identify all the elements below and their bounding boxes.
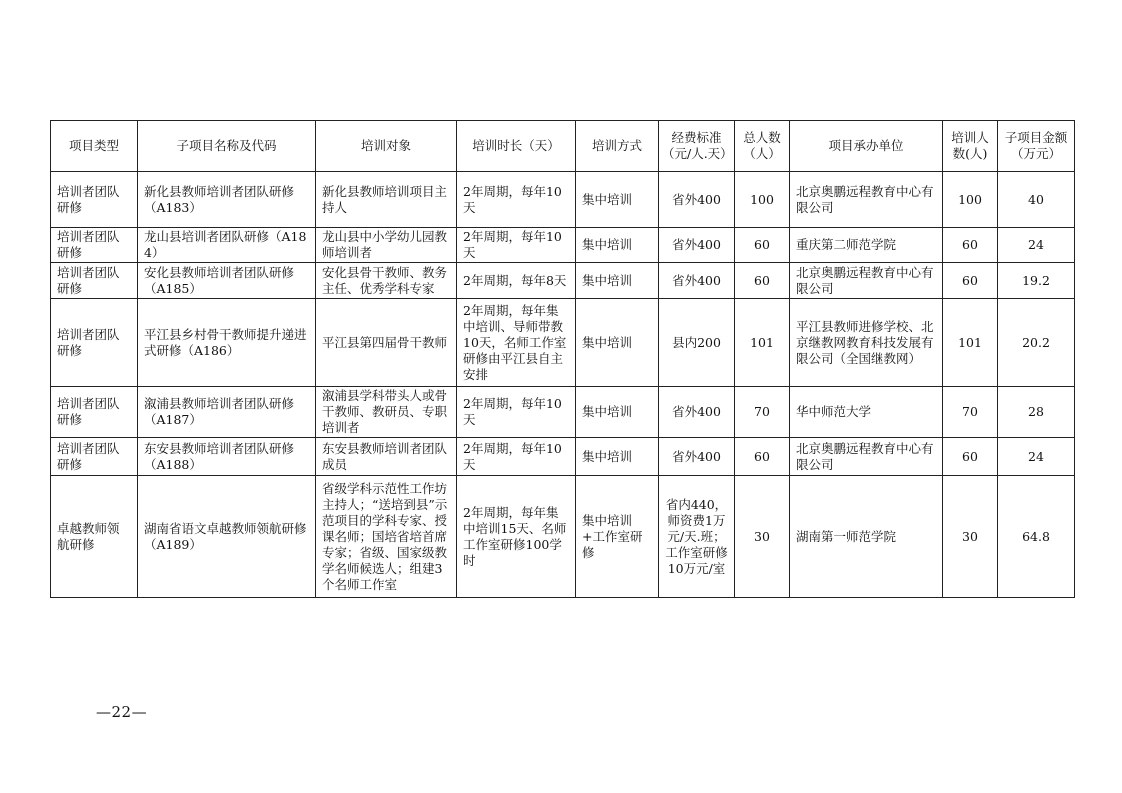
cell-name: 溆浦县教师培训者团队研修（A187）	[138, 387, 316, 438]
header-fee: 经费标准（元/人.天）	[659, 121, 735, 172]
cell-name: 安化县教师培训者团队研修（A185）	[138, 263, 316, 299]
cell-duration: 2年周期，每年8天	[457, 263, 576, 299]
cell-org: 湖南第一师范学院	[790, 476, 943, 598]
cell-duration: 2年周期，每年集中培训15天、名师工作室研修100学时	[457, 476, 576, 598]
cell-name: 东安县教师培训者团队研修（A188）	[138, 438, 316, 476]
cell-target: 东安县教师培训者团队成员	[316, 438, 457, 476]
cell-fee: 省外400	[659, 228, 735, 263]
cell-people: 70	[735, 387, 790, 438]
table-row	[51, 438, 1075, 476]
cell-target: 安化县骨干教师、教务主任、优秀学科专家	[316, 263, 457, 299]
cell-trainees: 100	[943, 172, 998, 228]
cell-target: 平江县第四届骨干教师	[316, 299, 457, 387]
cell-duration: 2年周期，每年10天	[457, 438, 576, 476]
cell-trainees: 60	[943, 228, 998, 263]
cell-target: 龙山县中小学幼儿园教师培训者	[316, 228, 457, 263]
cell-org: 北京奥鹏远程教育中心有限公司	[790, 172, 943, 228]
table-row	[51, 263, 1075, 299]
cell-name: 新化县教师培训者团队研修（A183）	[138, 172, 316, 228]
cell-duration: 2年周期，每年10天	[457, 228, 576, 263]
table-header-row	[51, 121, 1075, 172]
cell-fee: 省外400	[659, 263, 735, 299]
cell-org: 北京奥鹏远程教育中心有限公司	[790, 263, 943, 299]
cell-type: 培训者团队研修	[51, 172, 138, 228]
header-type: 项目类型	[51, 121, 138, 172]
header-people: 总人数（人）	[735, 121, 790, 172]
cell-fee: 省内440，师资费1万元/天.班；工作室研修10万元/室	[659, 476, 735, 598]
cell-target: 新化县教师培训项目主持人	[316, 172, 457, 228]
cell-type: 卓越教师领航研修	[51, 476, 138, 598]
table-row	[51, 172, 1075, 228]
cell-amount: 40	[998, 172, 1075, 228]
header-duration: 培训时长（天）	[457, 121, 576, 172]
cell-duration: 2年周期，每年集中培训、导师带教10天，名师工作室研修由平江县自主安排	[457, 299, 576, 387]
cell-people: 60	[735, 438, 790, 476]
cell-duration: 2年周期，每年10天	[457, 387, 576, 438]
cell-amount: 19.2	[998, 263, 1075, 299]
cell-name: 湖南省语文卓越教师领航研修（A189）	[138, 476, 316, 598]
cell-fee: 省外400	[659, 172, 735, 228]
cell-people: 100	[735, 172, 790, 228]
cell-org: 重庆第二师范学院	[790, 228, 943, 263]
cell-trainees: 70	[943, 387, 998, 438]
header-target: 培训对象	[316, 121, 457, 172]
header-org: 项目承办单位	[790, 121, 943, 172]
cell-target: 省级学科示范性工作坊主持人；“送培到县”示范项目的学科专家、授课名师；国培省培首席专家；省级、国家级教学名师候选人；组建3个名师工作室	[316, 476, 457, 598]
cell-method: 集中培训	[576, 299, 659, 387]
cell-method: 集中培训+工作室研修	[576, 476, 659, 598]
cell-type: 培训者团队研修	[51, 228, 138, 263]
cell-target: 溆浦县学科带头人或骨干教师、教研员、专职培训者	[316, 387, 457, 438]
table-row	[51, 387, 1075, 438]
header-name: 子项目名称及代码	[138, 121, 316, 172]
cell-people: 60	[735, 263, 790, 299]
cell-name: 平江县乡村骨干教师提升递进式研修（A186）	[138, 299, 316, 387]
cell-trainees: 30	[943, 476, 998, 598]
cell-amount: 28	[998, 387, 1075, 438]
page-number: —22—	[96, 703, 148, 721]
cell-people: 30	[735, 476, 790, 598]
cell-trainees: 101	[943, 299, 998, 387]
cell-org: 北京奥鹏远程教育中心有限公司	[790, 438, 943, 476]
table-row	[51, 228, 1075, 263]
table-row	[51, 476, 1075, 598]
header-amount: 子项目金额（万元）	[998, 121, 1075, 172]
cell-org: 华中师范大学	[790, 387, 943, 438]
cell-type: 培训者团队研修	[51, 387, 138, 438]
cell-amount: 20.2	[998, 299, 1075, 387]
cell-type: 培训者团队研修	[51, 438, 138, 476]
cell-method: 集中培训	[576, 172, 659, 228]
cell-people: 101	[735, 299, 790, 387]
cell-type: 培训者团队研修	[51, 263, 138, 299]
header-trainees: 培训人数(人)	[943, 121, 998, 172]
cell-trainees: 60	[943, 263, 998, 299]
cell-org: 平江县教师进修学校、北京继教网教育科技发展有限公司（全国继教网）	[790, 299, 943, 387]
cell-fee: 县内200	[659, 299, 735, 387]
cell-method: 集中培训	[576, 263, 659, 299]
cell-people: 60	[735, 228, 790, 263]
cell-fee: 省外400	[659, 387, 735, 438]
cell-method: 集中培训	[576, 387, 659, 438]
cell-amount: 64.8	[998, 476, 1075, 598]
cell-duration: 2年周期，每年10天	[457, 172, 576, 228]
cell-amount: 24	[998, 438, 1075, 476]
project-table	[50, 120, 1075, 598]
cell-method: 集中培训	[576, 438, 659, 476]
cell-name: 龙山县培训者团队研修（A184）	[138, 228, 316, 263]
cell-type: 培训者团队研修	[51, 299, 138, 387]
cell-method: 集中培训	[576, 228, 659, 263]
cell-fee: 省外400	[659, 438, 735, 476]
cell-amount: 24	[998, 228, 1075, 263]
header-method: 培训方式	[576, 121, 659, 172]
table-row	[51, 299, 1075, 387]
cell-trainees: 60	[943, 438, 998, 476]
